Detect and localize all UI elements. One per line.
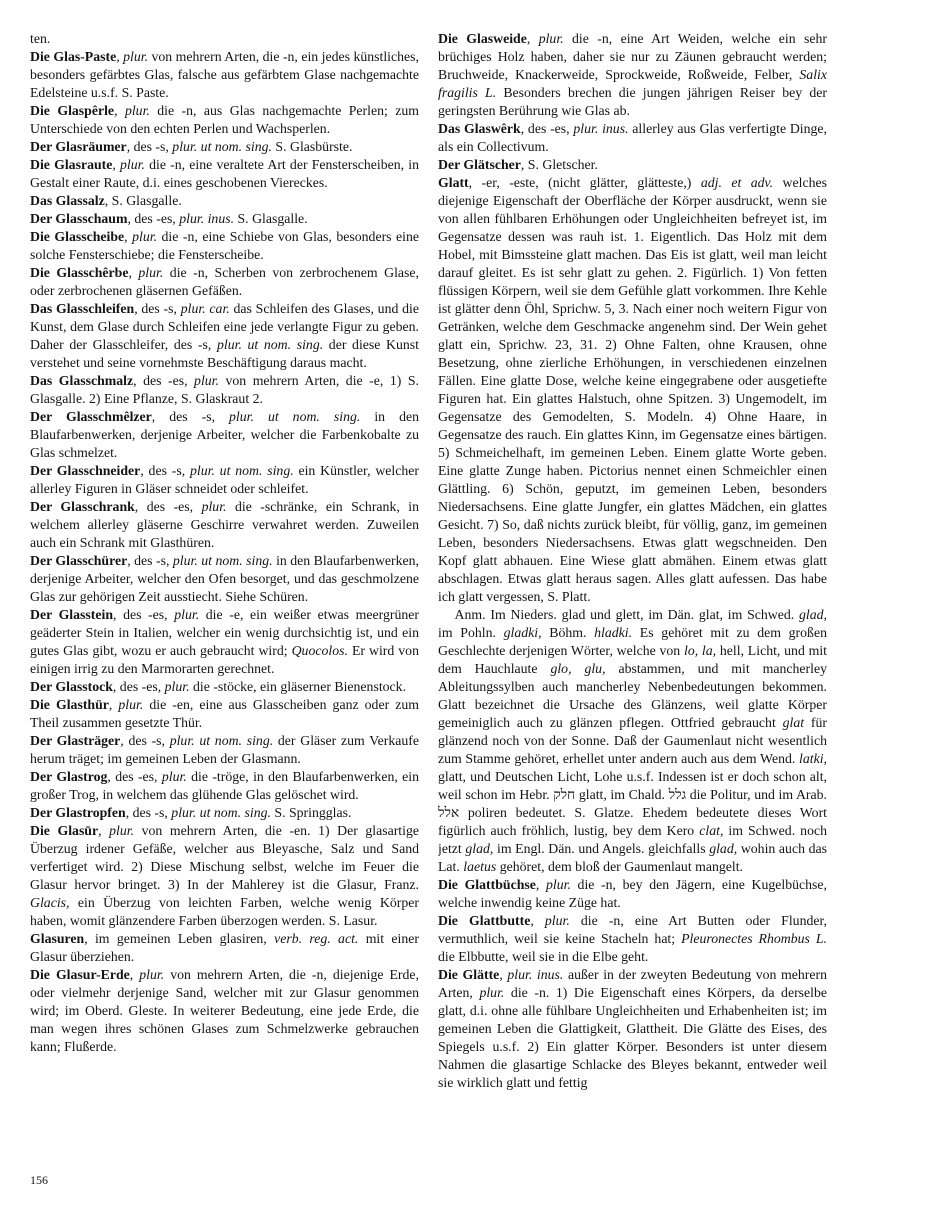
entry-text: , — [114, 103, 125, 118]
entry-text: die -n, eine Art Weiden, welche ein sehr brüchiges Holz haben, daher sie nur zu Zäunen gebraucht werden; Bruchweide, Knackerweide, Sprockweide, Roßweide, Felber, — [438, 31, 827, 82]
entry-text: Anm. Im Nieders. glad und glett, im Dän. glat, im Schwed. — [454, 607, 800, 622]
entry-text: in den Blaufarbenwerken, derjenige Arbeiter, welcher die Farbenkobalte zu Glas schmelzet. — [30, 409, 419, 460]
entry-italic: plur. — [479, 985, 505, 1000]
page-number: 156 — [30, 1173, 48, 1187]
entry-text: , — [116, 49, 124, 64]
entry-text: , des -s, — [134, 301, 181, 316]
dictionary-entry — [30, 372, 419, 408]
dictionary-entry — [30, 930, 419, 966]
entry-text: , des -s, — [120, 733, 170, 748]
dictionary-entry — [438, 174, 827, 606]
entry-italic: plur. — [161, 769, 187, 784]
entry-headword: Glasuren — [30, 931, 85, 946]
entry-italic: glad, — [709, 841, 738, 856]
entry-italic: glo, glu, — [550, 661, 606, 676]
entry-text: allerley aus Glas verfertigte Dinge, als ein Collectivum. — [438, 121, 827, 154]
dictionary-entry — [30, 678, 419, 696]
entry-italic: adj. et adv. — [700, 175, 774, 190]
entry-headword: Die Glattbutte — [438, 913, 531, 928]
entry-text: glatt, und Deutschen Licht, Lohe u.s.f. Indessen ist er doch schon alt, weil schon im Hebr. חלק glatt, im Chald. גלל die Politur, und im Arab. אלל poliren bedeutet. S. Glatze. Ehedem bedeutete dieses Wort figürlich auch fröhlich, lustig, bey dem Kero — [438, 769, 827, 838]
entry-italic: Salix fragilis L. — [438, 67, 827, 100]
entry-italic: plur. — [545, 877, 571, 892]
dictionary-entry — [30, 768, 419, 804]
entry-text: der diese Kunst verstehet und seine vornehmste Beschäftigung daraus macht. — [30, 337, 419, 370]
entry-headword: Der Glasstock — [30, 679, 113, 694]
entry-text: außer in der zweyten Bedeutung von mehrern Arten, — [438, 967, 827, 1000]
entry-text: , S. Glasgalle. — [104, 193, 182, 208]
dictionary-entry — [438, 966, 827, 1092]
dictionary-entry — [30, 732, 419, 768]
entry-italic: laetus — [463, 859, 497, 874]
entry-headword: Die Glasthür — [30, 697, 109, 712]
dictionary-entry — [30, 552, 419, 606]
entry-text: die Elbbutte, weil sie in die Elbe geht. — [438, 949, 649, 964]
entry-text: von mehrern Arten, die -en. 1) Der glasartige Überzug irdener Gefäße, welcher aus Bleyasche, Salz und Sand verfertiget wird. 2) Diese Mischung selbst, welche im Feuer die Glasur hervor bringet. 3) In der Mahlerey ist die Glasur, Franz. — [30, 823, 419, 892]
entry-italic: clat, — [699, 823, 724, 838]
dictionary-entry — [438, 912, 827, 966]
entry-headword: Der Glasräumer — [30, 139, 127, 154]
entry-text: , des -es, — [107, 769, 162, 784]
entry-text: , — [98, 823, 110, 838]
entry-text: die -n, eine veraltete Art der Fensterscheiben, in Gestalt einer Raute, d.i. eines geschobenen Viereckes. — [30, 157, 419, 190]
dictionary-entry — [30, 102, 419, 138]
entry-text: , — [112, 157, 120, 172]
entry-text: , des -es, — [134, 499, 202, 514]
entry-headword: Die Glasschêrbe — [30, 265, 129, 280]
entry-italic: plur. — [194, 373, 219, 388]
entry-text: , des -s, — [125, 805, 172, 820]
entry-headword: Die Glattbüchse — [438, 877, 536, 892]
entry-text: abstammen, und mit mancherley Ableitungssylben auch mancherley Nebenbedeutungen bekommen. Glatt bezeichnet die Ursache des Glänzens, weil glatte Körper gemeiniglich auch zu glänzen pflegen. Ottfried gebraucht — [438, 661, 827, 730]
entry-text: , des -s, — [127, 553, 173, 568]
entry-headword: Der Glasschrank — [30, 499, 135, 514]
entry-headword: Der Glastropfen — [30, 805, 126, 820]
entry-text: in den Blaufarbenwerken, derjenige Arbeiter, welcher den Ofen besorget, und das geschmolzene Glas zur gehörigen Zeit ausstiecht. Siehe Schüren. — [30, 553, 419, 604]
entry-headword: Der Glasschaum — [30, 211, 128, 226]
entry-italic: plur. — [544, 913, 570, 928]
entry-headword: Der Glastrog — [30, 769, 108, 784]
entry-text: , — [108, 697, 119, 712]
entry-headword: Glatt — [438, 175, 469, 190]
entry-text: , des -es, — [112, 679, 165, 694]
entry-text: ein Künstler, welcher allerley Figuren in Gläser schneidet oder schleifet. — [30, 463, 419, 496]
entry-italic: plur. car. — [180, 301, 230, 316]
entry-text: die -stöcke, ein gläserner Bienenstock. — [189, 679, 407, 694]
dictionary-entry — [30, 264, 419, 300]
entry-italic: plur. ut nom. sing. — [171, 805, 271, 820]
entry-text: von mehrern Arten, die -e, 1) S. Glasgalle. 2) Eine Pflanze, S. Glaskraut 2. — [30, 373, 419, 406]
entry-headword: Der Glasschmêlzer — [30, 409, 152, 424]
entry-italic: plur. inus. — [507, 967, 564, 982]
entry-text: ten. — [30, 31, 51, 46]
entry-italic: glad, — [799, 607, 827, 622]
dictionary-entry — [30, 462, 419, 498]
entry-italic: plur. ut nom. sing. — [172, 553, 273, 568]
entry-text: , des -s, — [140, 463, 190, 478]
entry-text: , — [128, 265, 139, 280]
entry-headword: Die Glas-Paste — [30, 49, 117, 64]
dictionary-entry — [30, 156, 419, 192]
entry-text: im Schwed. noch jetzt — [438, 823, 827, 856]
entry-italic: verb. reg. act. — [274, 931, 359, 946]
entry-headword: Die Glätte — [438, 967, 500, 982]
entry-headword: Die Glasūr — [30, 823, 99, 838]
entry-text: , — [530, 913, 545, 928]
dictionary-entry — [30, 606, 419, 678]
entry-italic: plur. — [138, 265, 164, 280]
entry-headword: Die Glasur-Erde — [30, 967, 130, 982]
entry-italic: glad, — [465, 841, 494, 856]
entry-italic: plur. — [132, 229, 158, 244]
dictionary-entry — [30, 210, 419, 228]
entry-italic: plur. ut nom. sing. — [229, 409, 361, 424]
entry-text: von mehrern Arten, die -n, diejenige Erde, oder vielmehr derjenige Sand, welcher mit zur Glasur genommen wird; im Oberd. Gleste. In weiterer Bedeutung, eine jede Erde, die man wegen ihres schönen Glases zum Schmelzwerke gebrauchen kann; Flußerde. — [30, 967, 419, 1054]
entry-text: die -schränke, ein Schrank, in welchem allerley gläserne Geschirre verwahret werden. Zuweilen auch ein Schrank mit Glasthüren. — [30, 499, 419, 550]
entry-text: , — [499, 967, 508, 982]
entry-italic: plur. — [109, 823, 135, 838]
dictionary-entry — [30, 408, 419, 462]
entry-italic: plur. — [538, 31, 564, 46]
entry-headword: Der Glasschürer — [30, 553, 128, 568]
entry-text: im Engl. Dän. und Angels. gleichfalls — [493, 841, 710, 856]
entry-headword: Der Glasstein — [30, 607, 114, 622]
entry-headword: Das Glasschmalz — [30, 373, 134, 388]
dictionary-entry — [30, 804, 419, 822]
entry-text: die -n, eine Art Butten oder Flunder, vermuthlich, weil sie keine Stacheln hat; — [438, 913, 827, 946]
entry-text: die -n, aus Glas nachgemachte Perlen; zum Unterschiede von den echten Perlen und Wachsperlen. — [30, 103, 419, 136]
entry-headword: Der Glasträger — [30, 733, 121, 748]
dictionary-entry — [30, 696, 419, 732]
entry-headword: Das Glassalz — [30, 193, 105, 208]
entry-text: die -n, Scherben von zerbrochenem Glase, oder zerbrochenen gläsernen Gefäßen. — [30, 265, 419, 298]
entry-text: , im gemeinen Leben glasiren, — [84, 931, 275, 946]
entry-italic: Glacis, — [30, 895, 70, 910]
entry-italic: plur. — [139, 967, 165, 982]
entry-text: die -n. 1) Die Eigenschaft eines Körpers, da derselbe glatt, d.i. ohne alle fühlbare Ungleichheiten und Erhabenheiten ist; im gemeinen Leben die Glattigkeit, Glattheit. Die Glätte des Eises, des Spiegels u.s.f. 2) Ein glatter Körper. Besonders ist unter diesem Nahmen die glasartige Schlacke des Bleyes bekannt, entweder weil sie wirklich glatt und fettig — [438, 985, 827, 1090]
entry-text: der Gläser zum Verkaufe herum träget; im gemeinen Leben der Glasmann. — [30, 733, 419, 766]
entry-text: , — [129, 967, 140, 982]
dictionary-entry — [30, 966, 419, 1056]
entry-text: im Pohln. — [438, 625, 504, 640]
entry-text: Böhm. — [541, 625, 595, 640]
entry-headword: Die Glasraute — [30, 157, 113, 172]
entry-headword: Die Glaspêrle — [30, 103, 115, 118]
entry-text: ein Überzug von leichten Farben, welche wenig Körper haben, womit glänzendere Farben überzogen werden. S. Lasur. — [30, 895, 419, 928]
entry-text: , des -s, — [151, 409, 230, 424]
entry-italic: latki, — [799, 751, 827, 766]
entry-italic: glat — [782, 715, 805, 730]
entry-text: Es gehöret mit zu dem großen Geschlechte derjenigen Wörter, welche von — [438, 625, 827, 658]
entry-italic: Pleuronectes Rhombus L. — [681, 931, 827, 946]
entry-italic: plur. ut nom. sing. — [169, 733, 274, 748]
dictionary-entry — [438, 876, 827, 912]
entry-headword: Das Glasschleifen — [30, 301, 135, 316]
dictionary-entry — [30, 138, 419, 156]
dictionary-entry — [30, 498, 419, 552]
entry-text: für glänzend noch von der Sonne. Daß der Gaumenlaut nicht wesentlich zum Stamme gehöret, erhellet unter andern auch aus dem Wend. — [438, 715, 827, 766]
entry-text: die -en, eine aus Glasscheiben ganz oder zum Theil zusammen gesetzte Thür. — [30, 697, 419, 730]
entry-italic: plur. — [124, 103, 150, 118]
entry-text: , des -es, — [113, 607, 175, 622]
dictionary-entry — [438, 120, 827, 156]
entry-text: wohin auch das Lat. — [438, 841, 827, 874]
entry-italic: plur. — [123, 49, 149, 64]
entry-italic: plur. — [118, 697, 144, 712]
entry-italic: Quocolos. — [291, 643, 348, 658]
entry-headword: Das Glaswêrk — [438, 121, 521, 136]
entry-text: welches diejenige Eigenschaft der Oberfläche der Körper ausdruckt, wenn sie von allen fühlbaren Erhöhungen oder Ungleichheiten befreyet ist, im Gegensatze dessen was rauh ist. 1. Eigentlich. Das Holz mit dem Hobel, mit Bimssteine glatt machen. Das Eis ist glatt, weil man leicht darauf gleitet. Es ist sehr glatt zu gehen. 2. Figürlich. 1) Von fetten flüssigen Körpern, weil sie dem Gefühle glatt vorkommen. Ihre Kehle ist glätter denn Öhl, Sprichw. 5, 3. Nach einer noch weitern Figur von Getränken, welche dem Geschmacke angenehm sind. Der Wein gehet glatt ein, Sprichw. 23, 31. 2) Ohne Falten, ohne Krausen, ohne Besetzung, ohne zierliche Erhöhungen, in verschiedenen einzelnen Fällen. Eine glatte Dose, welche keine eingegrabene oder ausgetiefte Figuren hat. Ein glattes Halstuch, ohne Spitzen. 3) Ungemodelt, im Gegensatze des Gemodelten, S. Modeln. 4) Ohne Haare, in Gegensatze des rauch. Ein glattes Kinn, im Gegensatze eines bärtigen. 5) Schmeichelhaft, im gemeinen Leben. Einem glatte Worte geben. Eine glatte Zunge haben. Pictorius nennet einen Schmeichler einen Glättling. 6) Schön, geputzt, im gemeinen Leben, besonders Niedersachsens. Eine glatte Jungfer, ein glattes Mädchen, ein glattes Gesicht. 7) So, daß nichts zurück bleibt, für völlig, ganz, im gemeinen Leben, besonders Niedersachsens. Etwas glatt wegschneiden. Den Kopf glatt abhauen. Eine Wiese glatt abmähen. Einem etwas glatt abschlagen. Etwas glatt heraus sagen. Alles glatt aufessen. Das habe ich glatt vergessen, S. Platt. — [438, 175, 827, 604]
entry-text: , S. Gletscher. — [520, 157, 598, 172]
entry-text: , — [535, 877, 546, 892]
entry-headword: Der Glasschneider — [30, 463, 141, 478]
entry-headword: Die Glasweide — [438, 31, 527, 46]
entry-text: die -e, ein weißer etwas meergrüner geäderter Stein in Italien, welcher ein wenig durchsichtig ist, und ein gutes Glas gibt, wozu er auch gebraucht wird; — [30, 607, 419, 658]
entry-text: Besonders brechen die jungen jährigen Reiser bey der geringsten Berührung wie Glas ab. — [438, 85, 827, 118]
dictionary-entry — [30, 228, 419, 264]
entry-italic: lo, la, — [683, 643, 717, 658]
entry-italic: plur. — [120, 157, 145, 172]
entry-text: die -n, eine Schiebe von Glas, besonders eine solche Fensterschiebe; die Fensterscheibe. — [30, 229, 419, 262]
dictionary-entry — [30, 300, 419, 372]
entry-text: , des -s, — [126, 139, 173, 154]
entry-text: , des -es, — [520, 121, 574, 136]
entry-headword: Die Glasscheibe — [30, 229, 125, 244]
entry-italic: plur. ut nom. sing. — [172, 139, 272, 154]
entry-headword: Der Glätscher — [438, 157, 521, 172]
dictionary-entry — [438, 156, 827, 174]
entry-text: das Schleifen des Glases, und die Kunst, dem Glase durch Schleifen eine jede verlangte Figur zu geben. Daher der Glasschleifer, des -s, — [30, 301, 419, 352]
entry-text: , -er, -este, (nicht glätter, glätteste,) — [468, 175, 701, 190]
entry-text: von mehrern Arten, die -n, ein jedes künstliches, besonders gefärbtes Glas, falsche aus gefärbtem Glase nachgemachte Edelsteine u.s.f. S. Paste. — [30, 49, 419, 100]
entry-italic: plur. — [174, 607, 200, 622]
entry-italic: plur. ut nom. sing. — [216, 337, 324, 352]
entry-italic: plur. inus. — [573, 121, 629, 136]
entry-text: mit einer Glasur überziehen. — [30, 931, 419, 964]
entry-text: gehöret, dem bloß der Gaumenlaut mangelt. — [496, 859, 743, 874]
dictionary-entry — [30, 30, 419, 48]
entry-italic: gladki, — [503, 625, 542, 640]
entry-text: , — [124, 229, 133, 244]
entry-text: , des -es, — [133, 373, 195, 388]
right-column — [438, 30, 827, 1180]
left-column — [30, 30, 419, 1180]
entry-text: , — [526, 31, 539, 46]
entry-text: S. Glasgalle. — [234, 211, 308, 226]
entry-text: , des -es, — [127, 211, 180, 226]
entry-text: die -n, bey den Jägern, eine Kugelbüchse, welche inwendig keine Züge hat. — [438, 877, 827, 910]
dictionary-entry — [30, 822, 419, 930]
dictionary-entry — [438, 30, 827, 120]
entry-italic: plur. ut nom. sing. — [189, 463, 294, 478]
entry-text: S. Springglas. — [270, 805, 352, 820]
entry-italic: plur. inus. — [179, 211, 235, 226]
dictionary-entry — [30, 48, 419, 102]
entry-italic: plur. — [201, 499, 227, 514]
dictionary-entry — [30, 192, 419, 210]
entry-text: hell, Licht, und mit dem Hauchlaute — [438, 643, 827, 676]
entry-italic: plur. — [164, 679, 190, 694]
entry-text: S. Glasbürste. — [271, 139, 353, 154]
entry-text: die -tröge, in den Blaufarbenwerken, ein großer Trog, in welchem das glühende Glas gelöschet wird. — [30, 769, 419, 802]
entry-text: Er wird von einigen irrig zu den Marmorarten gerechnet. — [30, 643, 419, 676]
entry-italic: hladki. — [594, 625, 633, 640]
dictionary-entry — [438, 606, 827, 876]
